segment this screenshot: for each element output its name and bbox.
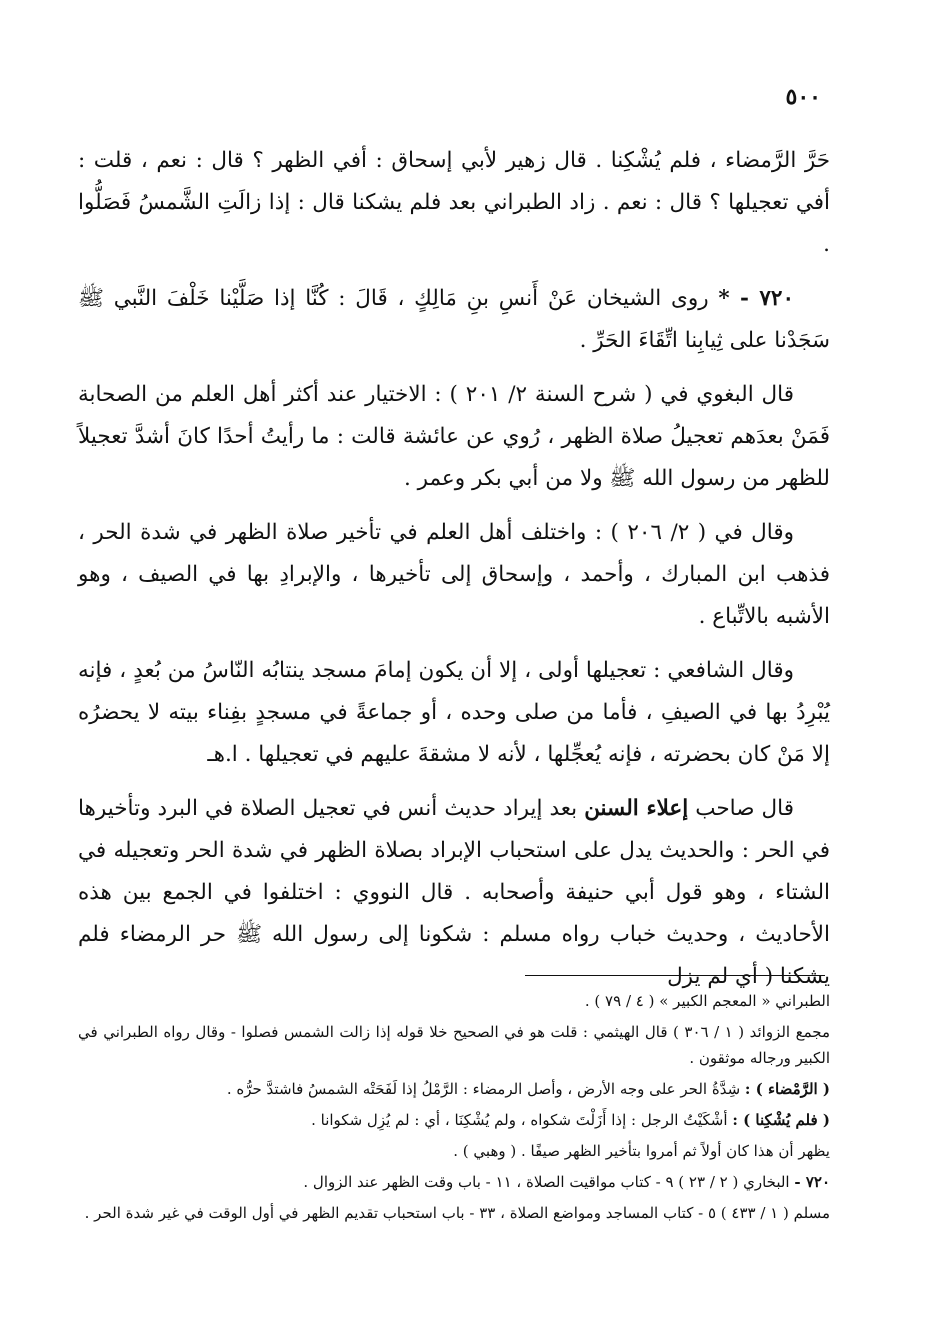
text-segment: قال صاحب bbox=[695, 796, 794, 821]
text-segment: بعد إيراد حديث أنس في تعجيل الصلاة في البرد وتأخيرها في الحر : والحديث يدل على استحباب الإبراد بصلاة الظهر في شدة الحر وتعجيله في الشتاء ، وهو قول أبي حنيفة وأصحابه . قال النووي : اختلفوا في الجمع بين هذه الأحاديث ، وحديث خباب رواه مسلم : شكونا إلى رسول الله ﷺ حر الرمضاء فلم يشكنا ( أي لم يزل bbox=[78, 796, 830, 989]
paragraph-continuation: حَرَّ الرَّمضاء ، فلم يُشْكِنا . قال زهير لأبي إسحاق : أفي الظهر ؟ قال : نعم ، قلت : أفي تعجيلها ؟ قال : نعم . زاد الطبراني بعد فلم يشكنا قال : إذا زالَتِ الشَّمسُ فَصَلُّوا . bbox=[78, 148, 830, 257]
footnote: يظهر أن هذا كان أولاً ثم أمروا بتأخير الظهر صيفًا . ( وهبي ) . bbox=[453, 1142, 830, 1160]
paragraph-baghawi-2: وقال في ( ٢/ ٢٠٦ ) : واختلف أهل العلم في تأخير صلاة الظهر في شدة الحر ، فذهب ابن المبارك ، وأحمد ، وإسحاق إلى تأخيرها ، والإبرادِ بها في الصيف ، وهو الأشبه بالاتِّباع . bbox=[78, 520, 830, 629]
book-title: إعلاء السنن bbox=[584, 796, 689, 821]
hadith-number: ٧٢٠ - * bbox=[718, 286, 795, 311]
paragraph-shafii: وقال الشافعي : تعجيلها أولى ، إلا أن يكون إمامَ مسجد ينتابُه النّاسُ من بُعدٍ ، فإنه يُبْرِدُ بها في الصيفِ ، فأما من صلى وحده ، أو جماعةً في مسجدٍ بفِناء بيته لا يحضرُه إلا مَنْ كان بحضرته ، فإنه يُعجِّلها ، لأنه لا مشقةَ عليهم في تعجيلها . ا.هـ bbox=[78, 658, 830, 767]
hadith-720 bbox=[78, 278, 830, 362]
footnote-text: أشْكَيْتُ الرجل : إذا أَزَلْتَ شكواه ، ولم يُشْكِنَا ، أي : لم يُزِل شكوانا . bbox=[311, 1111, 728, 1129]
footnote-number: ٧٢٠ - bbox=[794, 1173, 830, 1191]
footnote-term: ( الرَّمْضاء ) : bbox=[744, 1080, 830, 1098]
footnote-separator bbox=[525, 975, 825, 976]
paragraph-baghawi: قال البغوي في ( شرح السنة ٢/ ٢٠١ ) : الاختيار عند أكثر أهل العلم من الصحابة فَمَنْ بعدَهم تعجيلُ صلاة الظهر ، رُوي عن عائشة قالت : ما رأيتُ أحدًا كانَ أشدَّ تعجيلاً للظهر من رسول الله ﷺ ولا من أبي بكر وعمر . bbox=[78, 382, 830, 491]
paragraph-ilaa-sunan bbox=[78, 788, 830, 998]
footnotes bbox=[78, 988, 830, 1231]
footnote-term: ( فلم يُشْكِنا ) : bbox=[732, 1111, 830, 1129]
footnote: مسلم ( ١ / ٤٣٣ ) ٥ - كتاب المساجد ومواضع الصلاة ، ٣٣ - باب استحباب تقديم الظهر في أول الوقت في غير شدة الحر . bbox=[84, 1204, 830, 1222]
hadith-text: روى الشيخان عَنْ أَنسِ بنِ مَالِكٍ ، قَالَ : كُنَّا إذا صَلَّيْنا خَلْفَ النَّبي ﷺ سَجَدْنا على ثِيابِنا اتِّقَاءَ الحَرِّ . bbox=[78, 286, 830, 353]
page-number: ٥٠٠ bbox=[785, 84, 821, 110]
footnote: الطبراني « المعجم الكبير » ( ٤ / ٧٩ ) . bbox=[584, 992, 830, 1010]
footnote: مجمع الزوائد ( ١ / ٣٠٦ ) قال الهيثمي : قلت هو في الصحيح خلا قوله إذا زالت الشمس فصلوا - وقال رواه الطبراني في الكبير ورجاله موثقون . bbox=[78, 1023, 830, 1067]
main-text bbox=[78, 140, 830, 1010]
footnote-text: البخاري ( ٢ / ٢٣ ) ٩ - كتاب مواقيت الصلاة ، ١١ - باب وقت الظهر عند الزوال . bbox=[303, 1173, 790, 1191]
footnote-text: شِدَّةُ الحر على وجه الأرض ، وأصل الرمضاء : الرَّمْلُ إذا لَفَحَتْه الشمسُ فاشتدَّ حرُّه . bbox=[226, 1080, 741, 1098]
footnote bbox=[78, 1076, 830, 1102]
footnote bbox=[78, 1107, 830, 1133]
footnote bbox=[78, 1169, 830, 1195]
